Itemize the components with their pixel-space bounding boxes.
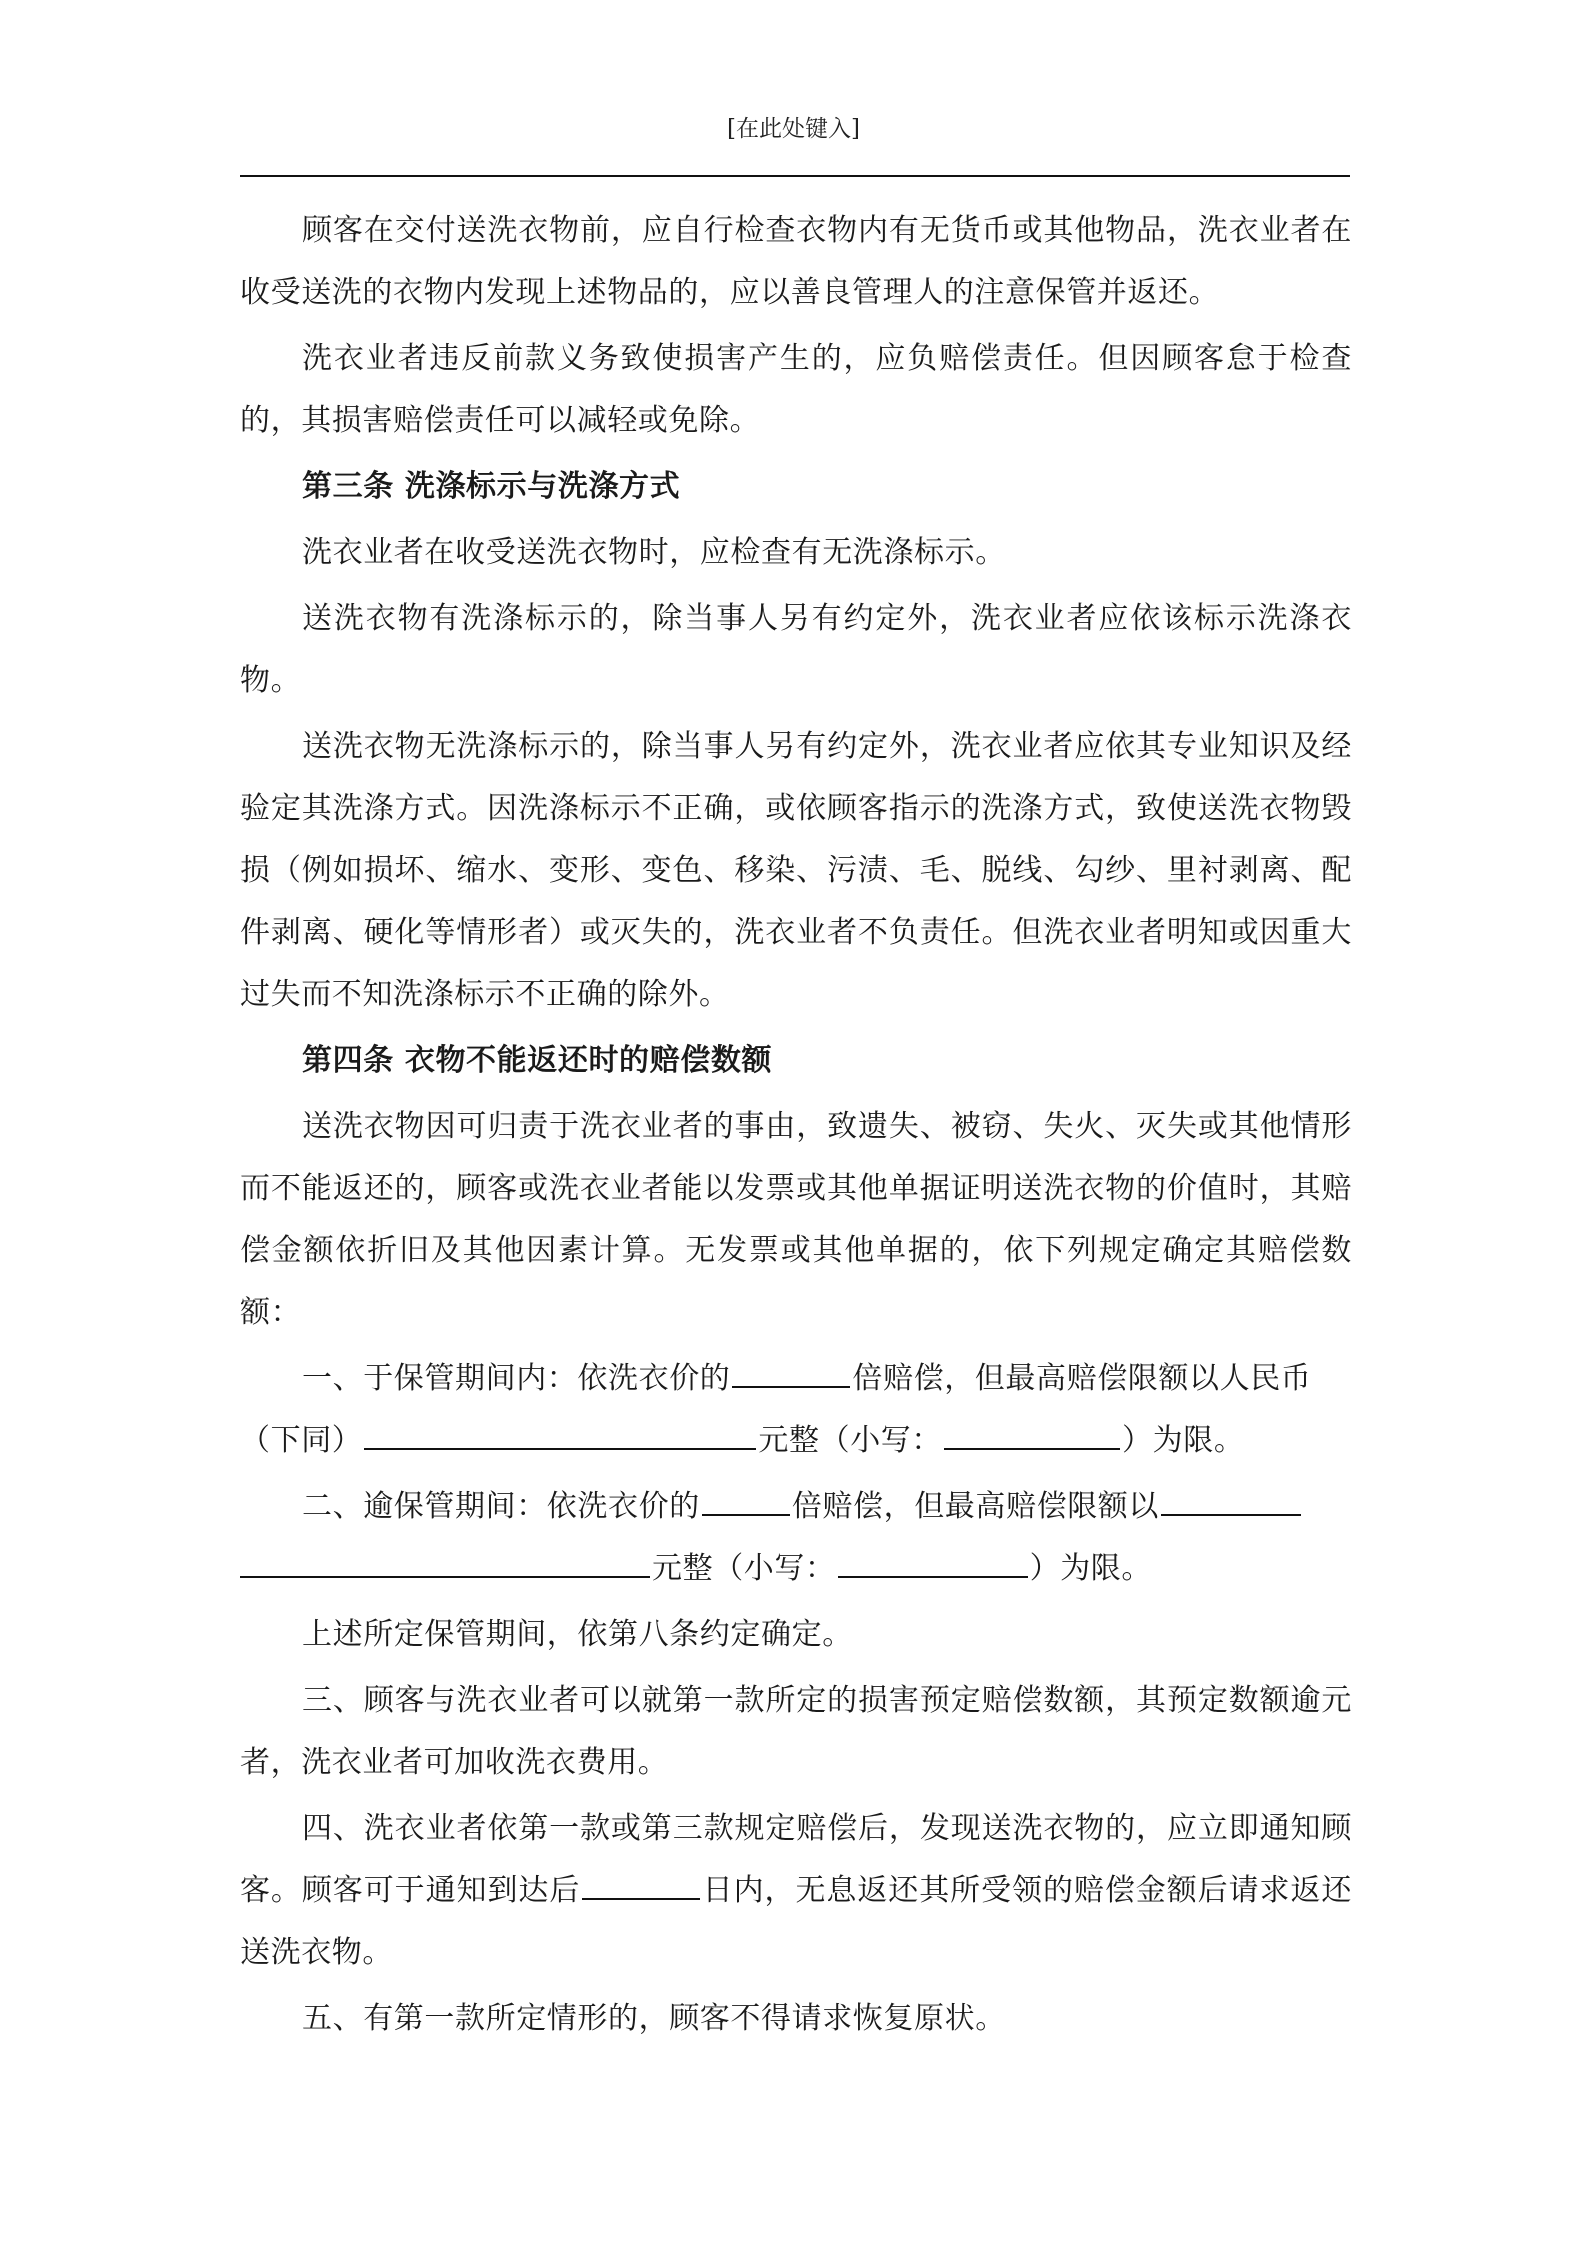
paragraph-no-labels: 送洗衣物无洗涤标示的，除当事人另有约定外，洗衣业者应依其专业知识及经验定其洗涤方式。因洗涤标示不正确，或依顾客指示的洗涤方式，致使送洗衣物毁损（例如损坏、缩水、变形、变色、移染、污渍、毛、脱线、勾纱、里衬剥离、配件剥离、硬化等情形者）或灭失的，洗衣业者不负责任。但洗衣业者明知或因重大过失而不知洗涤标示不正确的除外。: [240, 729, 1352, 1012]
max-amount-blank-2b[interactable]: [240, 1548, 650, 1578]
paragraph-follow-labels: 送洗衣物有洗涤标示的，除当事人另有约定外，洗衣业者应依该标示洗涤衣物。: [240, 601, 1352, 698]
p9-text-a: 四、洗衣业者依第一款或第三款规定赔偿后，发现送洗衣物的，应立即通知顾客。顾客可于通知到达后: [240, 1811, 1352, 1908]
multiplier-blank-2[interactable]: [702, 1486, 790, 1516]
page-header: [在此处键入]: [727, 116, 860, 142]
item1-text-a: 一、于保管期间内：依洗衣价的: [302, 1361, 731, 1396]
p9-text-b: 日内，无息返还其所受领的赔偿金额后请求返还送洗衣物。: [240, 1873, 1352, 1970]
lowercase-amount-blank-1[interactable]: [944, 1420, 1120, 1450]
item1-text-e: ）为限。: [1122, 1423, 1245, 1458]
paragraph-return-after-found: [240, 1798, 1352, 1984]
paragraph-no-restoration: 五、有第一款所定情形的，顾客不得请求恢复原状。: [302, 2001, 1006, 2036]
multiplier-blank-1[interactable]: [732, 1358, 850, 1388]
document-body: [240, 200, 1352, 2054]
paragraph-storage-period: 上述所定保管期间，依第八条约定确定。: [302, 1617, 853, 1652]
item2-text-c: 元整（小写：: [652, 1551, 836, 1586]
paragraph-compensation: 送洗衣物因可归责于洗衣业者的事由，致遗失、被窃、失火、灭失或其他情形而不能返还的，顾客或洗衣业者能以发票或其他单据证明送洗衣物的价值时，其赔偿金额依折旧及其他因素计算。无发票或其他单据的，依下列规定确定其赔偿数额：: [240, 1109, 1352, 1330]
item2-text-b: 倍赔偿，但最高赔偿限额以: [791, 1489, 1160, 1524]
max-amount-blank-2a[interactable]: [1161, 1486, 1301, 1516]
paragraph-check-labels: 洗衣业者在收受送洗衣物时，应检查有无洗涤标示。: [302, 535, 1006, 570]
max-amount-blank-1[interactable]: [364, 1420, 756, 1450]
compensation-item-2: [240, 1476, 1352, 1600]
item1-text-d: 元整（小写：: [758, 1423, 943, 1458]
item1-text-b: 倍赔偿，但最高赔偿限额以人民币: [852, 1361, 1312, 1396]
item1-text-c: （下同）: [240, 1423, 363, 1458]
item2-text-d: ）为限。: [1029, 1551, 1153, 1586]
paragraph-liability: 洗衣业者违反前款义务致使损害产生的，应负赔偿责任。但因顾客怠于检查的，其损害赔偿责任可以减轻或免除。: [240, 341, 1352, 438]
days-blank[interactable]: [582, 1870, 700, 1900]
article-4-heading: 第四条 衣物不能返还时的赔偿数额: [302, 1043, 773, 1078]
paragraph-predetermined-amount: 三、顾客与洗衣业者可以就第一款所定的损害预定赔偿数额，其预定数额逾元者，洗衣业者可加收洗衣费用。: [240, 1683, 1352, 1780]
paragraph-inspect-items: 顾客在交付送洗衣物前，应自行检查衣物内有无货币或其他物品，洗衣业者在收受送洗的衣物内发现上述物品的，应以善良管理人的注意保管并返还。: [240, 213, 1352, 310]
compensation-item-1: [240, 1348, 1352, 1472]
lowercase-amount-blank-2[interactable]: [838, 1548, 1028, 1578]
article-3-heading: 第三条 洗涤标示与洗涤方式: [302, 469, 681, 504]
header-divider: [240, 175, 1350, 177]
item2-text-a: 二、逾保管期间：依洗衣价的: [302, 1489, 700, 1524]
